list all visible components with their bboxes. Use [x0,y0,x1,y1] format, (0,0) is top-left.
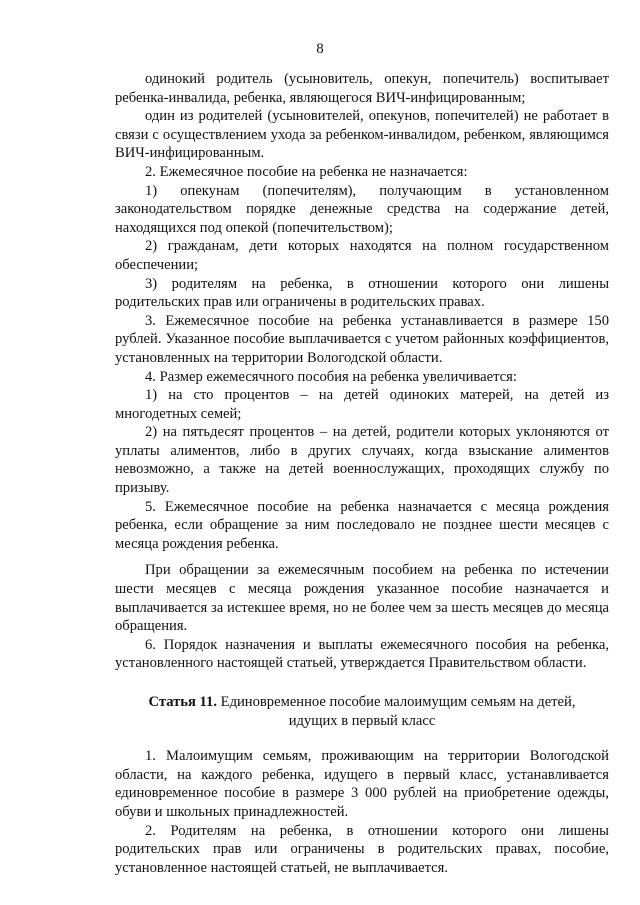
paragraph: 5. Ежемесячное пособие на ребенка назначается с месяца рождения ребенка, если обращение за ним последовало не позднее шести месяцев с месяца рождения ребенка. [115,498,609,552]
article-heading-line1 [115,693,609,712]
article-label: Статья 11. [148,694,217,710]
paragraph: 3) родителям на ребенка, в отношении которого они лишены родительских прав или ограничены в родительских правах. [115,275,609,311]
article-title-line1: Единовременное пособие малоимущим семьям на детей, [220,694,576,710]
article-title-line2: идущих в первый класс [288,712,436,729]
paragraph: 1. Малоимущим семьям, проживающим на территории Вологодской области, на каждого ребенка, идущего в первый класс, устанавливается единовременное пособие в размере 3 000 рублей на приобретение одежды, обуви и школьных принадлежностей. [115,748,609,820]
paragraph: 1) опекунам (попечителям), получающим в установленном законодательством порядке денежные средства на содержание детей, находящихся под опекой (попечительством); [115,182,609,236]
paragraph: 2. Ежемесячное пособие на ребенка не назначается: [145,163,468,180]
paragraph: 4. Размер ежемесячного пособия на ребенка увеличивается: [145,368,517,385]
paragraph: 3. Ежемесячное пособие на ребенка устанавливается в размере 150 рублей. Указанное пособие выплачивается с учетом районных коэффициентов, установленных на территории Вологодской области. [115,312,609,366]
paragraph: 2) на пятьдесят процентов – на детей, родители которых уклоняются от уплаты алиментов, либо в других случаях, когда взыскание алиментов невозможно, а также на детей военнослужащих, проходящих службу по призыву. [115,424,609,497]
article-heading [115,693,609,730]
paragraph: 1) на сто процентов – на детей одиноких матерей, на детей из многодетных семей; [115,387,609,422]
paragraph: 6. Порядок назначения и выплаты ежемесячного пособия на ребенка, установленного настоящей статьей, утверждается Правительством области. [115,636,609,672]
paragraph: 2. Родителям на ребенка, в отношении которого они лишены родительских прав или ограничены в родительских правах, пособие, установленное настоящей статьей, не выплачивается. [115,822,609,876]
page-number: 8 [316,41,324,57]
paragraph: один из родителей (усыновителей, опекунов, попечителей) не работает в связи с осуществлением ухода за ребенком-инвалидом, ребенком, являющимся ВИЧ-инфицированным. [115,108,609,162]
paragraph: одинокий родитель (усыновитель, опекун, попечитель) воспитывает ребенка-инвалида, ребенка, являющегося ВИЧ-инфицированным; [115,71,609,106]
paragraph: При обращении за ежемесячным пособием на ребенка по истечении шести месяцев с месяца рождения указанное пособие назначается и выплачивается за истекшее время, но не более чем за шесть месяцев до месяца обращения. [115,562,609,635]
document-body [115,70,609,877]
paragraph: 2) гражданам, дети которых находятся на полном государственном обеспечении; [115,238,609,273]
